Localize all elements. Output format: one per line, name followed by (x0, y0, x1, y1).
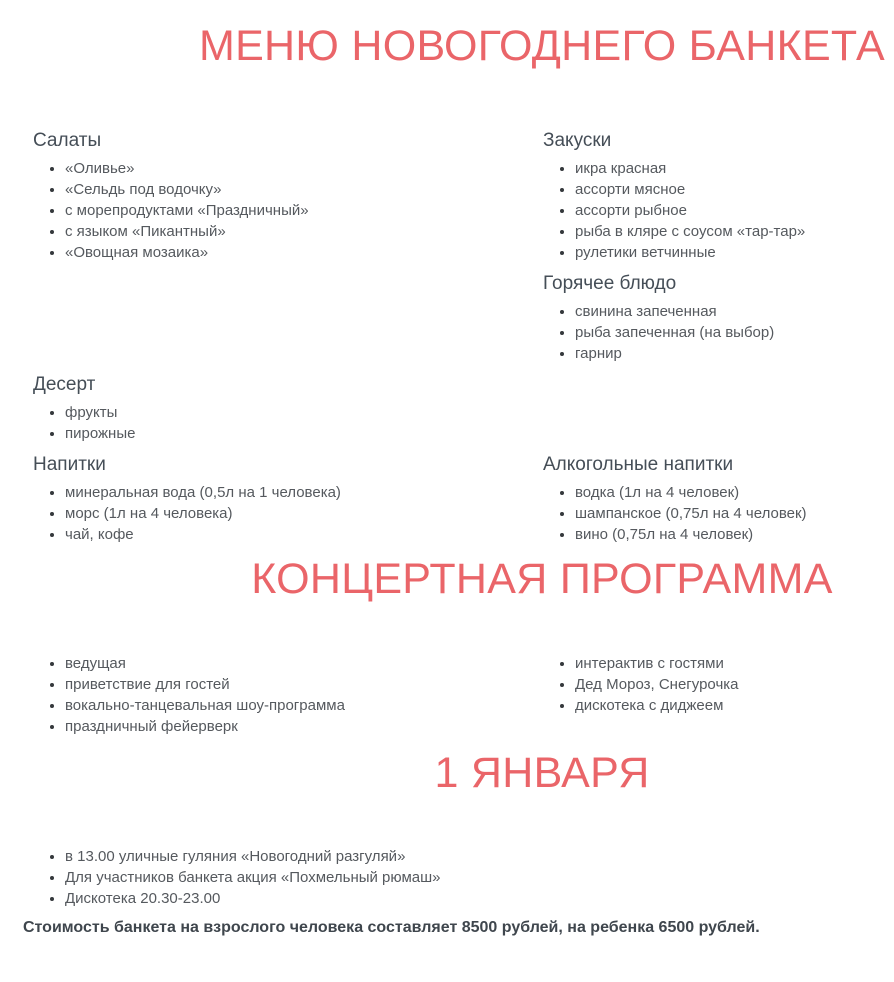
menu-sections (23, 128, 894, 553)
list-item: • вино (0,75л на 4 человек) (575, 524, 894, 545)
list-item: • гарнир (575, 343, 894, 364)
concert-right-list (543, 653, 894, 716)
section-hot-dish (543, 271, 894, 364)
concert-col-left (23, 653, 543, 737)
hot-dish-heading: Горячее блюдо (543, 273, 677, 294)
list-item: • рыба запеченная (на выбор) (575, 322, 894, 343)
menu-col-right-3 (543, 452, 894, 553)
dessert-list (33, 402, 543, 444)
menu-col-left-3 (23, 452, 543, 553)
list-item: • «Сельдь под водочку» (65, 179, 543, 200)
list-item: • ассорти рыбное (575, 200, 894, 221)
list-item: • рыба в кляре с соусом «тар-тар» (575, 221, 894, 242)
concert-program-title: КОНЦЕРТНАЯ ПРОГРАММА (251, 555, 833, 603)
list-item: • «Овощная мозаика» (65, 242, 543, 263)
list-item: • интерактив с гостями (575, 653, 894, 674)
alcohol-list (543, 482, 894, 545)
january-1-list (23, 846, 894, 909)
list-item: • ведущая (65, 653, 543, 674)
list-item: • вокально-танцевальная шоу-программа (65, 695, 543, 716)
concert-col-right (543, 653, 894, 737)
drinks-heading: Напитки (33, 454, 106, 475)
section-dessert (33, 372, 543, 444)
list-item: • ассорти мясное (575, 179, 894, 200)
banquet-menu-page (23, 20, 894, 938)
salads-heading: Салаты (33, 130, 102, 151)
page-title: МЕНЮ НОВОГОДНЕГО БАНКЕТА (198, 22, 886, 70)
concert-program-lists (23, 653, 894, 737)
list-item: • Для участников банкета акция «Похмельный рюмаш» (65, 867, 894, 888)
list-item: • приветствие для гостей (65, 674, 543, 695)
list-item: • Дискотека 20.30-23.00 (65, 888, 894, 909)
list-item: • праздничный фейерверк (65, 716, 543, 737)
list-item: • чай, кофе (65, 524, 543, 545)
list-item: • «Оливье» (65, 158, 543, 179)
january-1-title: 1 ЯНВАРЯ (434, 749, 650, 797)
price-note: Стоимость банкета на взрослого человека составляет 8500 рублей, на ребенка 6500 рублей. (23, 919, 760, 936)
menu-row-3 (23, 452, 894, 553)
list-item: • в 13.00 уличные гуляния «Новогодний разгуляй» (65, 846, 894, 867)
list-item: • морс (1л на 4 человека) (65, 503, 543, 524)
list-item: • минеральная вода (0,5л на 1 человека) (65, 482, 543, 503)
menu-row-2 (23, 372, 894, 452)
drinks-list (33, 482, 543, 545)
menu-row-1 (23, 128, 894, 372)
list-item: • рулетики ветчинные (575, 242, 894, 263)
dessert-heading: Десерт (33, 374, 96, 395)
menu-col-right-1 (543, 128, 894, 372)
menu-col-left-2 (23, 372, 543, 452)
concert-left-list (33, 653, 543, 737)
list-item: • дискотека с диджеем (575, 695, 894, 716)
section-appetizers (543, 128, 894, 263)
alcohol-heading: Алкогольные напитки (543, 454, 734, 475)
list-item: • икра красная (575, 158, 894, 179)
list-item: • с языком «Пикантный» (65, 221, 543, 242)
list-item: • Дед Мороз, Снегурочка (575, 674, 894, 695)
list-item: • шампанское (0,75л на 4 человек) (575, 503, 894, 524)
menu-col-left-1 (23, 128, 543, 372)
list-item: • пирожные (65, 423, 543, 444)
section-alcohol (543, 452, 894, 545)
section-salads (33, 128, 543, 263)
list-item: • свинина запеченная (575, 301, 894, 322)
list-item: • водка (1л на 4 человек) (575, 482, 894, 503)
section-drinks (33, 452, 543, 545)
salads-list (33, 158, 543, 263)
appetizers-list (543, 158, 894, 263)
appetizers-heading: Закуски (543, 130, 612, 151)
list-item: • с морепродуктами «Праздничный» (65, 200, 543, 221)
hot-dish-list (543, 301, 894, 364)
menu-col-right-2 (543, 372, 894, 452)
list-item: • фрукты (65, 402, 543, 423)
